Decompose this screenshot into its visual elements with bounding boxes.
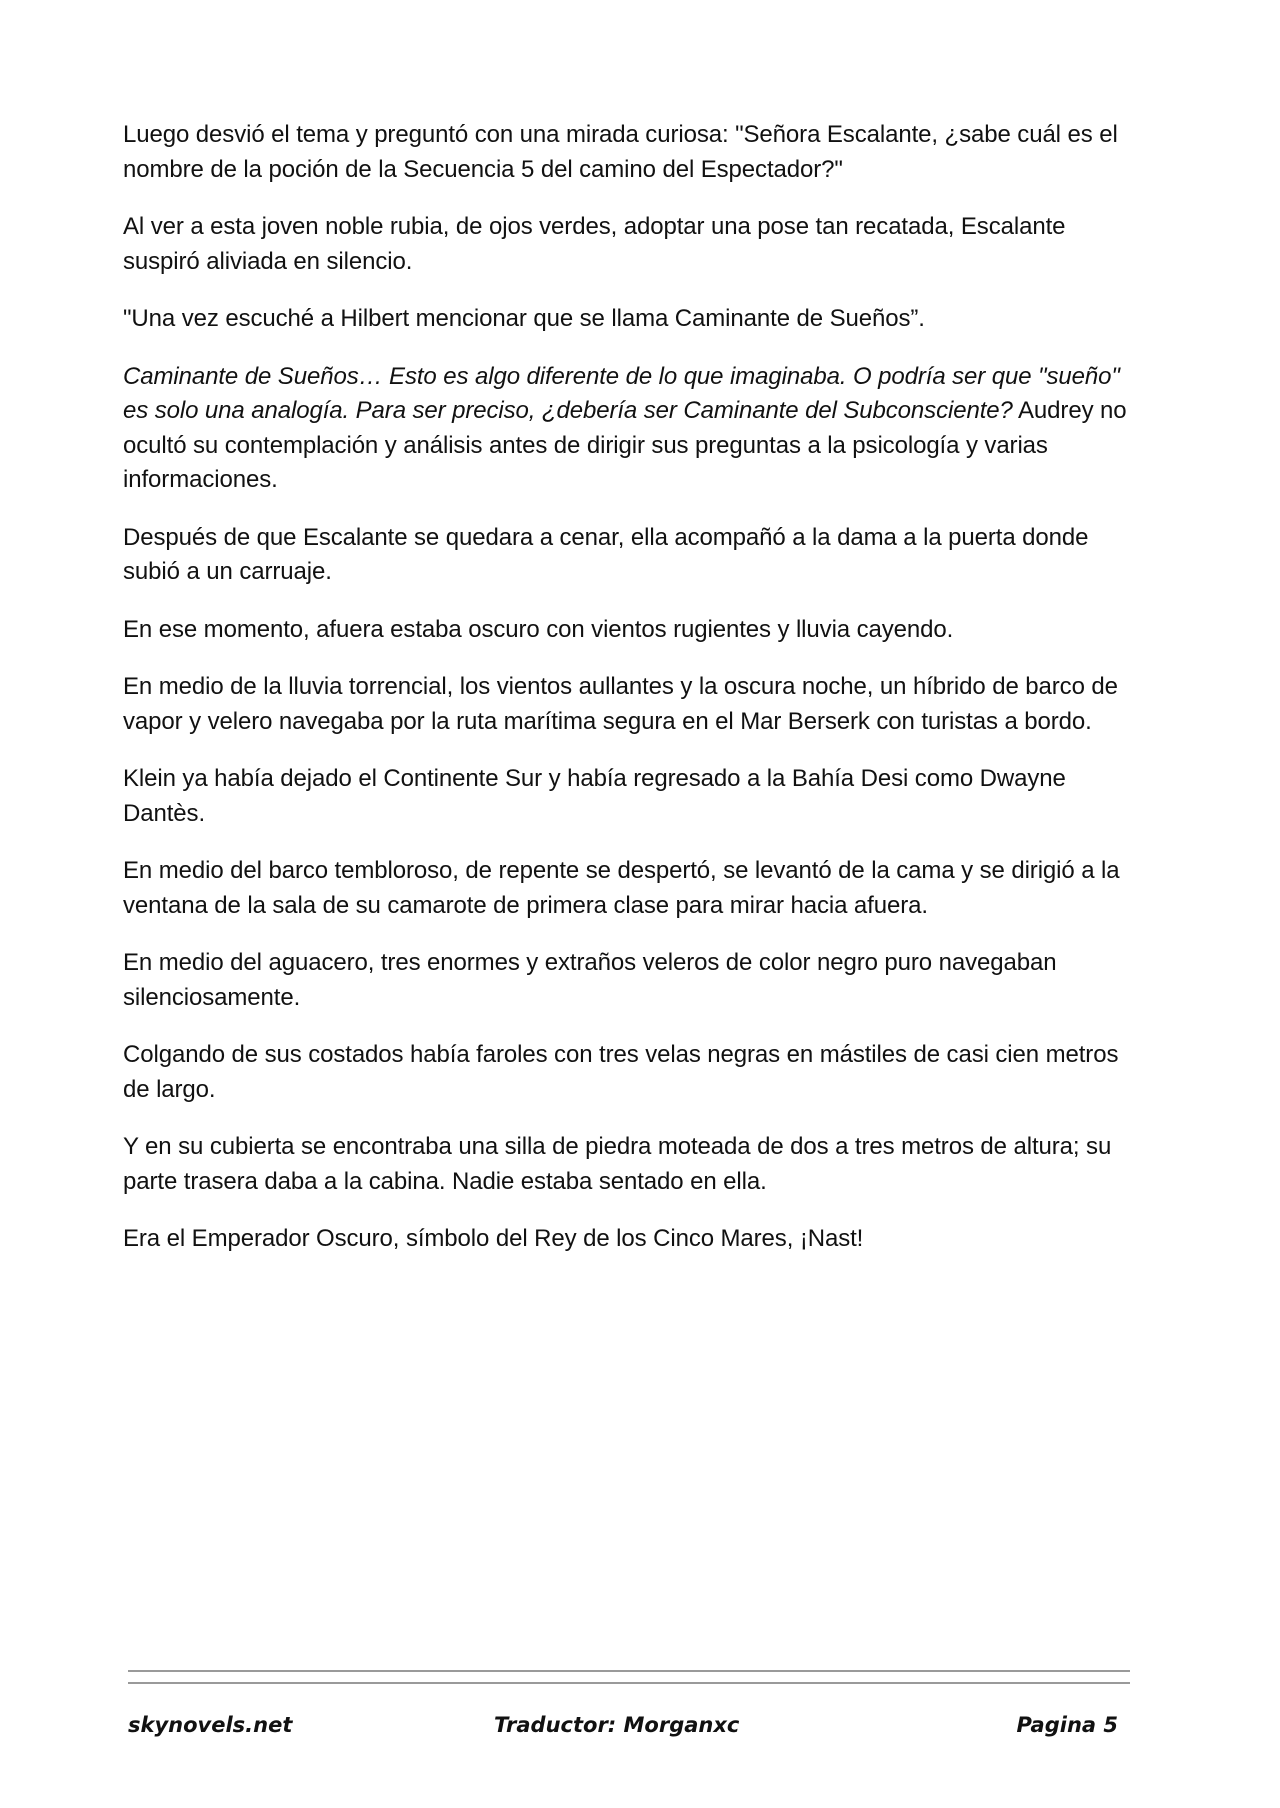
footer-divider: [128, 1670, 1130, 1694]
footer-rule-top: [128, 1670, 1130, 1672]
paragraph-text: En medio de la lluvia torrencial, los vientos aullantes y la oscura noche, un híbrido de barco de vapor y velero navegaba por la ruta marítima segura en el Mar Berserk con turistas a bordo.: [123, 673, 1118, 735]
paragraph: [123, 360, 1143, 498]
paragraph: [123, 670, 1143, 739]
footer-page-number: Pagina 5: [1016, 1713, 1118, 1737]
paragraph-text: Y en su cubierta se encontraba una silla de piedra moteada de dos a tres metros de altura; su parte trasera daba a la cabina. Nadie estaba sentado en ella.: [123, 1133, 1112, 1195]
page-footer: [128, 1713, 1118, 1747]
footer-translator: Traductor: Morganxc: [494, 1713, 740, 1737]
paragraph: [123, 613, 1143, 648]
body-text: [123, 118, 1143, 1280]
paragraph-text: En ese momento, afuera estaba oscuro con vientos rugientes y lluvia cayendo.: [123, 615, 954, 643]
paragraph: [123, 1222, 1143, 1257]
paragraph-text: Klein ya había dejado el Continente Sur y había regresado a la Bahía Desi como Dwayne Dantès.: [123, 765, 1066, 827]
paragraph: [123, 946, 1143, 1015]
paragraph-text: Al ver a esta joven noble rubia, de ojos verdes, adoptar una pose tan recatada, Escalante suspiró aliviada en silencio.: [123, 213, 1066, 275]
paragraph: [123, 521, 1143, 590]
paragraph: [123, 1130, 1143, 1199]
footer-rule-bottom: [128, 1682, 1130, 1684]
paragraph: [123, 762, 1143, 831]
paragraph: [123, 1038, 1143, 1107]
paragraph-text: Audrey no ocultó su contemplación y análisis antes de dirigir sus preguntas a la psicología y varias informaciones.: [123, 397, 1127, 493]
paragraph-text: En medio del barco tembloroso, de repente se despertó, se levantó de la cama y se dirigió a la ventana de la sala de su camarote de primera clase para mirar hacia afuera.: [123, 857, 1120, 919]
paragraph: [123, 302, 1143, 337]
paragraph-text: En medio del aguacero, tres enormes y extraños veleros de color negro puro navegaban silenciosamente.: [123, 949, 1057, 1011]
paragraph: [123, 118, 1143, 187]
paragraph-text: Era el Emperador Oscuro, símbolo del Rey de los Cinco Mares, ¡Nast!: [123, 1225, 864, 1252]
paragraph-text: Después de que Escalante se quedara a cenar, ella acompañó a la dama a la puerta donde subió a un carruaje.: [123, 523, 1089, 585]
paragraph-text: Luego desvió el tema y preguntó con una mirada curiosa: "Señora Escalante, ¿sabe cuál es el nombre de la poción de la Secuencia 5 del camino del Espectador?": [123, 121, 1118, 183]
paragraph-text: "Una vez escuché a Hilbert mencionar que se llama Caminante de Sueños”.: [123, 305, 925, 332]
paragraph-italic-text: Caminante de Sueños… Esto es algo diferente de lo que imaginaba. O podría ser que "sueño" es solo una analogía. Para ser preciso, ¿debería ser Caminante del Subconsciente?: [123, 362, 1120, 424]
footer-site: skynovels.net: [128, 1713, 293, 1737]
paragraph: [123, 854, 1143, 923]
paragraph: [123, 210, 1143, 279]
paragraph-text: Colgando de sus costados había faroles con tres velas negras en mástiles de casi cien metros de largo.: [123, 1041, 1119, 1103]
